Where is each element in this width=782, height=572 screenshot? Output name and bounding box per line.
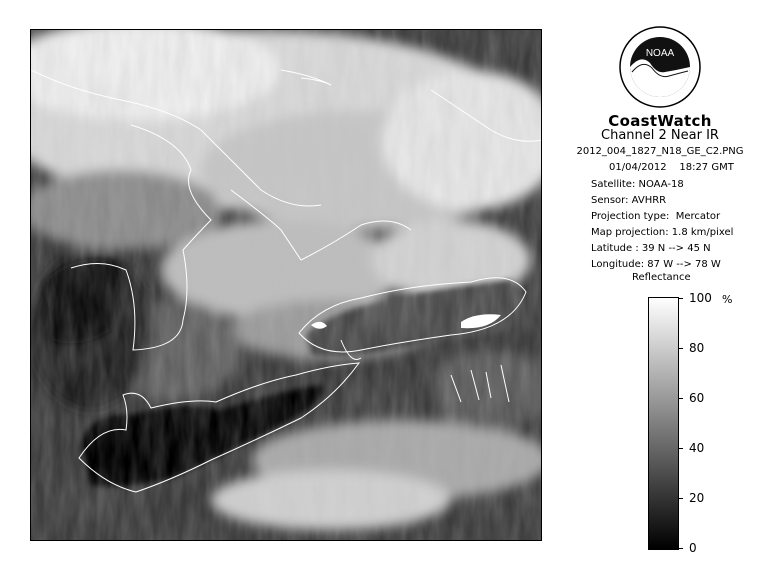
satellite-map[interactable] [30,29,542,541]
reflectance-colorbar [648,297,679,550]
projection-type: Projection type: Mercator [591,211,721,222]
satellite-info: Satellite: NOAA-18 [591,179,684,190]
colorbar-tick-mark [679,548,683,549]
colorbar-title: Reflectance [632,272,691,283]
colorbar-tick-mark [679,298,683,299]
colorbar-tick-label: 0 [689,541,697,555]
noaa-logo-icon [619,26,701,108]
sensor-info: Sensor: AVHRR [591,195,667,206]
image-filename: 2012_004_1827_N18_GE_C2.PNG [576,146,744,157]
colorbar-tick-mark [679,398,683,399]
map-projection: Map projection: 1.8 km/pixel [591,227,734,238]
acquisition-datetime: 01/04/2012 18:27 GMT [609,162,734,173]
colorbar-unit: % [722,293,733,306]
logo-text: NOAA [645,48,675,59]
colorbar-tick-mark [679,498,683,499]
channel-label: Channel 2 Near IR [601,128,719,143]
longitude-range: Longitude: 87 W --> 78 W [591,259,721,270]
colorbar-tick-label: 40 [689,441,705,455]
colorbar-tick-mark [679,348,683,349]
latitude-range: Latitude : 39 N --> 45 N [591,243,711,254]
colorbar-tick-label: 100 [689,291,712,305]
colorbar-tick-label: 60 [689,391,705,405]
satellite-image [31,30,542,541]
app-title: CoastWatch [608,112,712,130]
colorbar-tick-label: 80 [689,341,705,355]
colorbar-tick-label: 20 [689,491,705,505]
colorbar-tick-mark [679,448,683,449]
